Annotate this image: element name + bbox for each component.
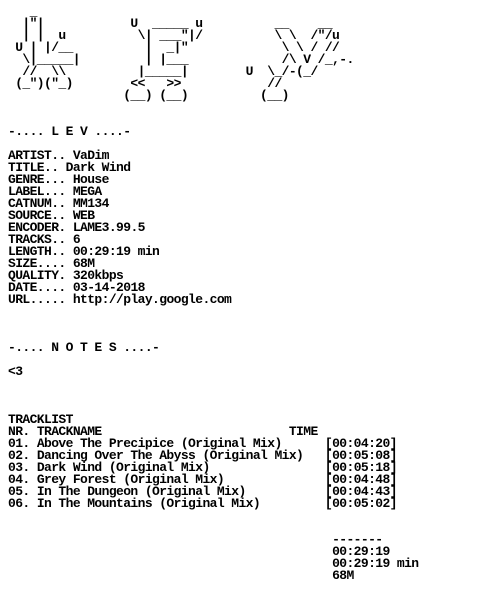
track-time: [00:05:08] [324,448,397,463]
track-time: [00:05:18] [324,460,397,475]
label-label: LABEL... [8,184,66,199]
track-name: Above The Precipice (Original Mix) [36,436,282,451]
encoder-label: ENCODER. [8,220,66,235]
track-nr: 03. [8,460,30,475]
notes-text: <3 [8,364,23,379]
track-name: In The Dungeon (Original Mix) [36,484,246,499]
length-label: LENGTH.. [8,244,66,259]
date-label: DATE.... [8,280,66,295]
track-name: In The Mountains (Original Mix) [36,496,261,511]
title-label: TITLE.. [8,160,59,175]
encoder-value: LAME3.99.5 [72,220,145,235]
header-title: -.... L E V ....- [8,124,131,139]
total-time: 00:29:19 [332,544,390,559]
track-nr: 01. [8,436,30,451]
track-time: [00:04:48] [324,472,397,487]
lev-ascii-logo: _ |"| U _____ u __ __ | | u \| ___"|/ \ \ /"/u U | |/__ | _|" \ \ / // \|_____| | |___ /\ V /_,-. // \\ |_____| U \_/-(_/ (_")("_) << >> // (__) (__) (__) [15,4,354,103]
source-label: SOURCE.. [8,208,66,223]
catnum-value: MM134 [72,196,109,211]
tracks-value: 6 [72,232,81,247]
track-time: [00:04:20] [324,436,397,451]
col-time-header: TIME [288,424,318,439]
quality-value: 320kbps [72,268,124,283]
size-value: 68M [72,256,95,271]
size-label: SIZE.... [8,256,66,271]
length-value: 00:29:19 min [72,244,160,259]
quality-label: QUALITY. [8,268,66,283]
track-nr: 02. [8,448,30,463]
track-time: [00:04:43] [324,484,397,499]
tracklist-heading: TRACKLIST [8,412,73,427]
genre-label: GENRE... [8,172,66,187]
track-name: Dark Wind (Original Mix) [36,460,210,475]
date-value: 03-14-2018 [72,280,145,295]
totals-separator: ------- [332,532,383,547]
track-time: [00:05:02] [324,496,397,511]
track-name: Dancing Over The Abyss (Original Mix) [36,448,304,463]
col-name-header: TRACKNAME [36,424,102,439]
label-value: MEGA [72,184,102,199]
nfo-document [8,6,418,582]
track-nr: 04. [8,472,30,487]
notes-title: -.... N O T E S ....- [8,340,160,355]
artist-value: VaDim [72,148,109,163]
track-nr: 06. [8,496,30,511]
track-name: Grey Forest (Original Mix) [36,472,225,487]
track-nr: 05. [8,484,30,499]
catnum-label: CATNUM.. [8,196,66,211]
total-length: 00:29:19 min [332,556,419,571]
source-value: WEB [72,208,95,223]
total-size: 68M [332,568,354,583]
genre-value: House [72,172,109,187]
col-nr-header: NR. [8,424,30,439]
artist-label: ARTIST.. [8,148,66,163]
url-link[interactable]: http://play.google.com [72,292,232,307]
tracks-label: TRACKS.. [8,232,66,247]
url-label: URL..... [8,292,66,307]
title-value: Dark Wind [65,160,131,175]
